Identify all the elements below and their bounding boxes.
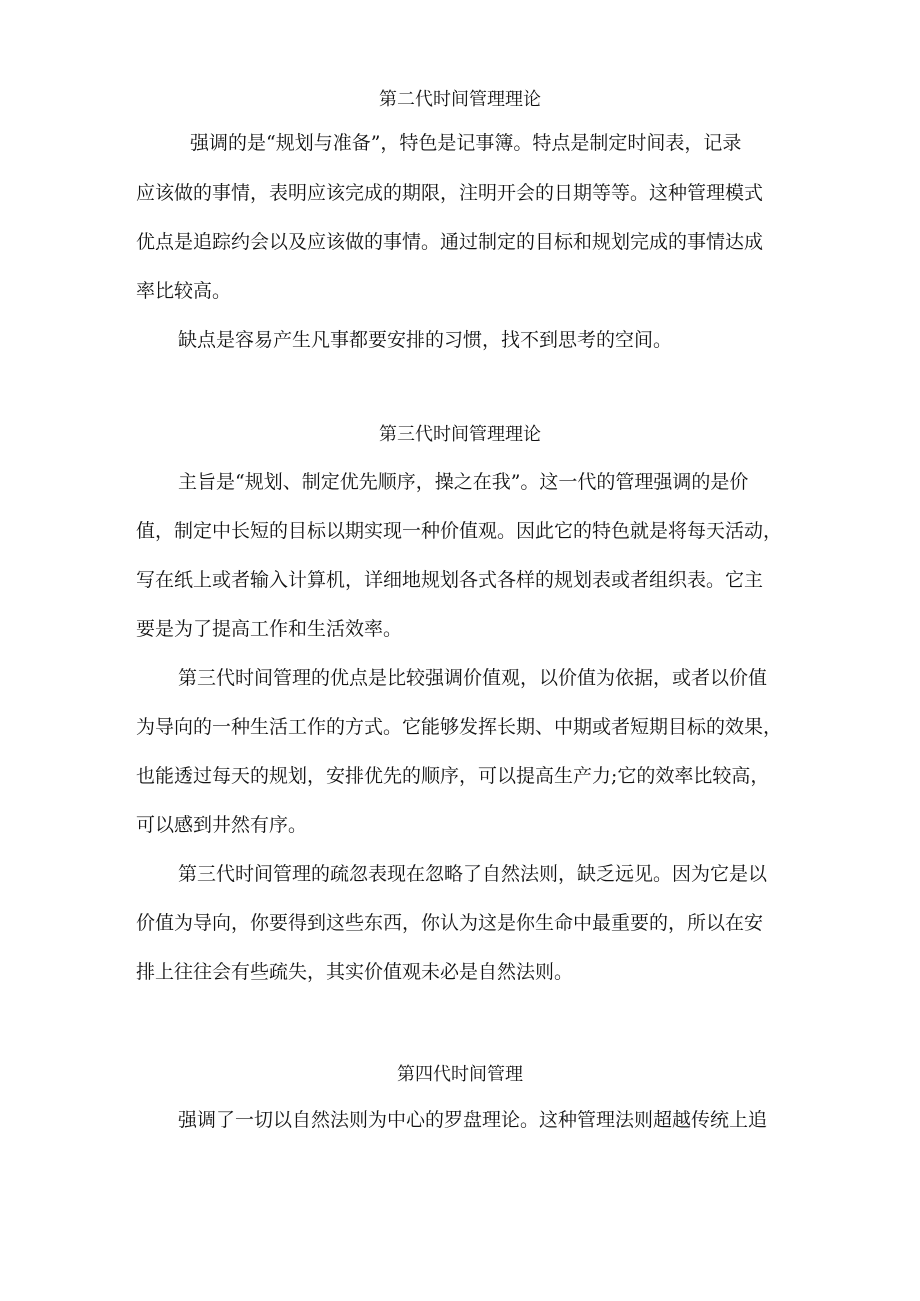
paragraph-line: 可以感到井然有序。 [136, 814, 308, 836]
paragraph-line: 排上往往会有些疏失，其实价值观未必是自然法则。 [136, 961, 574, 983]
paragraph-line: 优点是追踪约会以及应该做的事情。通过制定的目标和规划完成的事情达成 [136, 231, 764, 253]
paragraph-line: 强调了一切以自然法则为中心的罗盘理论。这种管理法则超越传统上追 [178, 1109, 768, 1131]
paragraph-line: 第三代时间管理的疏忽表现在忽略了自然法则，缺乏远见。因为它是以 [178, 863, 768, 885]
paragraph-line: 值，制定中长短的目标以期实现一种价值观。因此它的特色就是将每天活动， [136, 520, 783, 542]
paragraph-line: 缺点是容易产生凡事都要安排的习惯，找不到思考的空间。 [178, 329, 673, 351]
paragraph-line: 率比较高。 [136, 280, 232, 302]
paragraph-line: 要是为了提高工作和生活效率。 [136, 618, 403, 640]
paragraph-line: 应该做的事情，表明应该完成的期限，注明开会的日期等等。这种管理模式 [136, 182, 764, 204]
paragraph-line: 第三代时间管理的优点是比较强调价值观，以价值为依据，或者以价值 [178, 667, 768, 689]
paragraph-line: 价值为导向，你要得到这些东西，你认为这是你生命中最重要的，所以在安 [136, 912, 764, 934]
paragraph-line: 也能透过每天的规划，安排优先的顺序，可以提高生产力;它的效率比较高， [136, 765, 770, 787]
paragraph-line: 主旨是“规划、制定优先顺序，操之在我”。这一代的管理强调的是价 [178, 471, 749, 493]
section-heading: 第三代时间管理理论 [379, 424, 541, 445]
paragraph-line: 强调的是“规划与准备”，特色是记事簿。特点是制定时间表，记录 [190, 132, 742, 154]
paragraph-line: 为导向的一种生活工作的方式。它能够发挥长期、中期或者短期目标的效果， [136, 716, 783, 738]
section-heading: 第四代时间管理 [397, 1064, 523, 1085]
section-heading: 第二代时间管理理论 [379, 89, 541, 110]
paragraph-line: 写在纸上或者输入计算机，详细地规划各式各样的规划表或者组织表。它主 [136, 569, 764, 591]
